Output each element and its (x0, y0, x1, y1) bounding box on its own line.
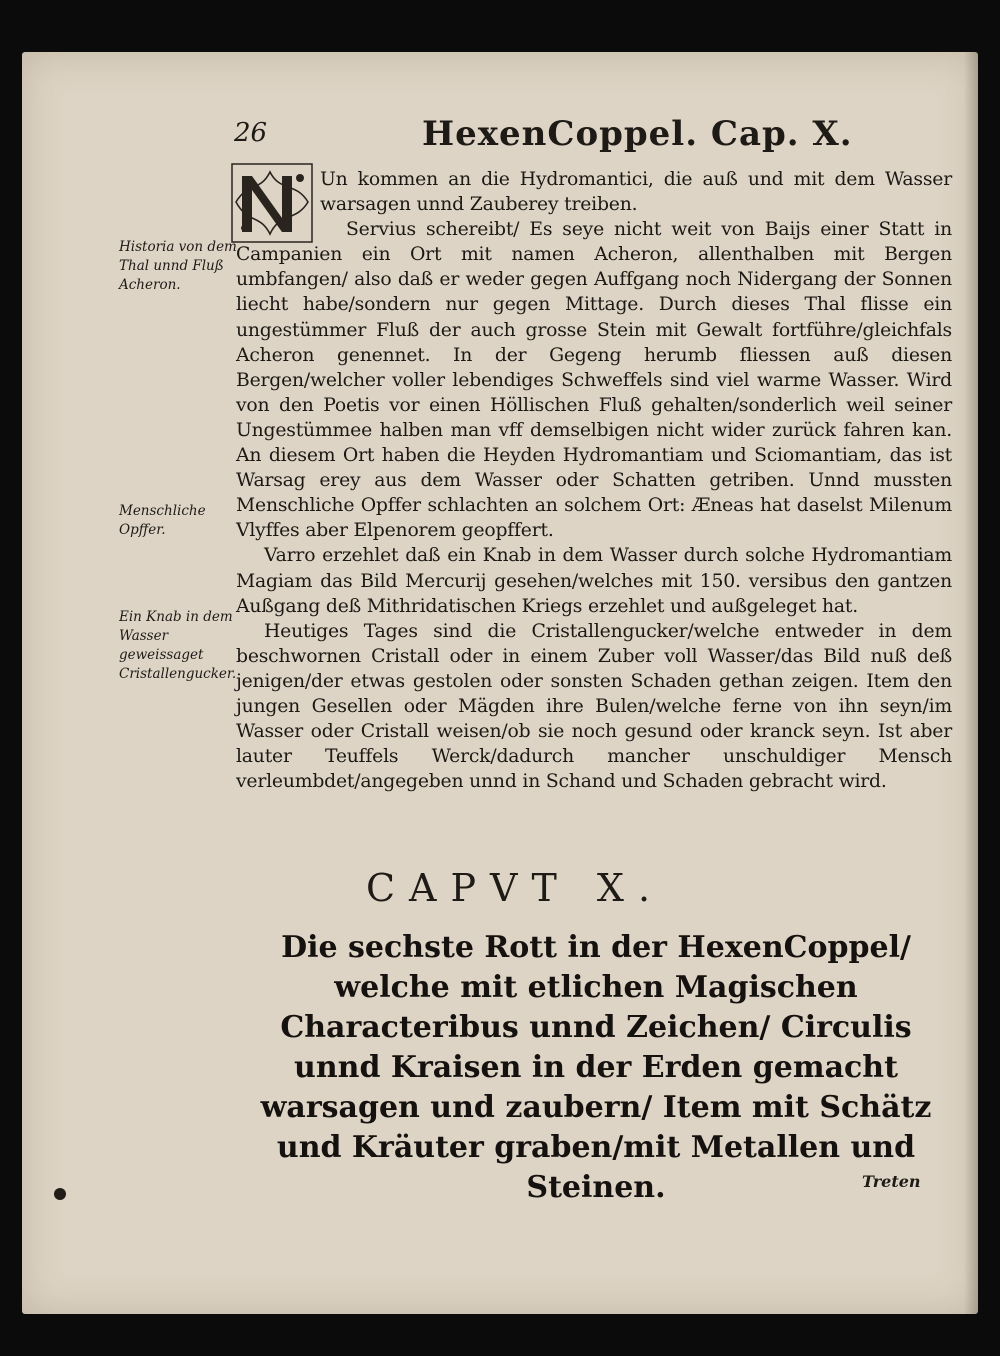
margin-note: Menschliche Opffer. (119, 503, 206, 538)
margin-note: Ein Knab in dem Wasser geweissaget Cristallengucker. (119, 609, 237, 682)
body-text (236, 167, 952, 794)
book-page (22, 52, 978, 1314)
chapter-heading: Die sechste Rott in der HexenCoppel/ welche mit etlichen Magischen Characteribus unnd Zeichen/ Circulis unnd Kraisen in der Erden gemacht warsagen und zaubern/ Item mit Schätz und Kräuter graben/mit Metallen und Steinen. (260, 930, 932, 1205)
paragraph: Un kommen an die Hydromantici, die auß und mit dem Wasser warsagen unnd Zauberey treiben. (320, 169, 952, 216)
paragraph: Varro erzehlet daß ein Knab in dem Wasser durch solche Hydromantiam Magiam das Bild Mercurij gesehen/welches mit 150. versibus den gantzen Außgang deß Mithridatischen Kriegs erzehlet und außgeleget hat. (236, 545, 952, 617)
paragraph: Servius schereibt/ Es seye nicht weit von Baijs einer Statt in Campanien ein Ort mit namen Acheron, allenthalben mit Bergen umbfangen/ also daß er weder gegen Auffgang noch Nidergang der Sonnen liecht habe/sondern nur gegen Mittage. Durch dieses Thal flisse ein ungestümmer Fluß der auch grosse Stein mit Gewalt fortführe/gleichfals Acheron genennet. In der Gegeng herumb fliessen auß diesen Bergen/welcher voller lebendiges Schweffels sind viel warme Wasser. Wird von den Poetis vor einen Höllischen Fluß gehalten/sonderlich weil seiner Ungestümmee halben man vff demselbigen nicht wider zurück fahren kan. An diesem Ort haben die Heyden Hydromantiam und Sciomantiam, das ist Warsag erey aus dem Wasser oder Schatten getriben. Unnd mussten Menschliche Opffer schlachten an solchem Ort: Æneas hat daselst Milenum Vlyffes aber Elpenorem geopffert. (236, 219, 952, 542)
catchword: Treten (862, 1172, 921, 1191)
ink-spot (54, 1188, 66, 1200)
margin-note: Historia von dem Thal unnd Fluß Acheron. (119, 239, 237, 293)
page-header (22, 114, 978, 158)
paragraph: Heutiges Tages sind die Cristallengucker/welche entweder in dem beschwornen Cristall oder in einem Zuber voll Wasser/das Bild nuß deß jenigen/der etwas gestolen oder sonsten Schaden gethan zeigen. Item den jungen Gesellen oder Mägden ihre Bulen/welche ferne von ihn seyn/im Wasser oder Cristall weisen/ob sie noch gesund oder kranck seyn. Ist aber lauter Teuffels Werck/dadurch mancher unschuldiger Mensch verleumbdet/angegeben unnd in Schand und Schaden gebracht wird. (236, 620, 952, 793)
page-number: 26 (234, 118, 268, 148)
chapter-number: CAPVT X. (365, 866, 665, 910)
running-head: HexenCoppel. Cap. X. (422, 114, 853, 154)
